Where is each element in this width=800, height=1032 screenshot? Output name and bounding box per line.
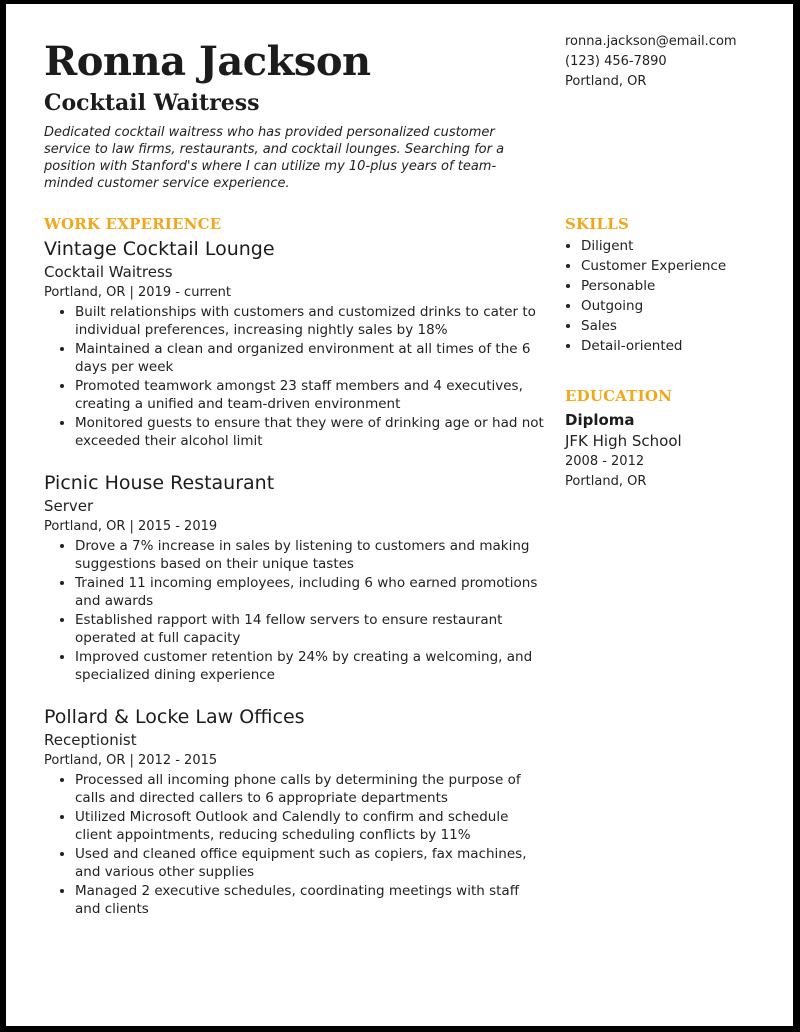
job-bullets (44, 303, 544, 450)
job-entry (44, 704, 544, 919)
job-bullets (44, 771, 544, 918)
candidate-title: Cocktail Waitress (44, 90, 260, 116)
contact-block (565, 32, 737, 92)
job-bullet: • Processed all incoming phone calls by determining the purpose of calls and directed callers to 6 appropriate departments (75, 771, 544, 807)
skills-list (565, 236, 800, 356)
skill-item: • Customer Experience (581, 256, 800, 276)
contact-phone: (123) 456-7890 (565, 54, 667, 69)
job-bullet: • Established rapport with 14 fellow servers to ensure restaurant operated at full capacity (75, 611, 544, 647)
contact-email[interactable]: ronna.jackson@email.com (565, 34, 737, 49)
job-meta: Portland, OR | 2019 - current (44, 285, 231, 300)
skill-item: • Detail-oriented (581, 336, 800, 356)
job-company: Picnic House Restaurant (44, 472, 275, 494)
skill-item: • Sales (581, 316, 800, 336)
job-company: Vintage Cocktail Lounge (44, 238, 275, 260)
job-bullet: • Built relationships with customers and customized drinks to cater to individual preferences, increasing nightly sales by 18% (75, 303, 544, 339)
resume-page (6, 4, 793, 1026)
job-position: Server (44, 497, 94, 515)
education-heading: EDUCATION (565, 387, 673, 405)
education-entry (565, 409, 785, 492)
skill-item: • Personable (581, 276, 800, 296)
education-degree: Diploma (565, 411, 635, 429)
job-company: Pollard & Locke Law Offices (44, 706, 305, 728)
job-bullet: • Monitored guests to ensure that they were of drinking age or had not exceeded their alcohol limit (75, 414, 544, 450)
job-bullet: • Utilized Microsoft Outlook and Calendly to confirm and schedule client appointments, reducing scheduling conflicts by 11% (75, 808, 544, 844)
job-meta: Portland, OR | 2015 - 2019 (44, 519, 218, 534)
skills-heading: SKILLS (565, 215, 630, 233)
job-position: Receptionist (44, 731, 137, 749)
candidate-name: Ronna Jackson (44, 38, 371, 85)
skill-item: • Diligent (581, 236, 800, 256)
job-position: Cocktail Waitress (44, 263, 173, 281)
skill-item: • Outgoing (581, 296, 800, 316)
education-school: JFK High School (565, 432, 682, 450)
job-bullet: • Promoted teamwork amongst 23 staff members and 4 executives, creating a unified and team-driven environment (75, 377, 544, 413)
job-entry (44, 470, 544, 685)
job-bullet: • Improved customer retention by 24% by creating a welcoming, and specialized dining experience (75, 648, 544, 684)
job-bullet: • Drove a 7% increase in sales by listening to customers and making suggestions based on their unique tastes (75, 537, 544, 573)
job-meta: Portland, OR | 2012 - 2015 (44, 753, 218, 768)
education-years: 2008 - 2012 (565, 454, 645, 469)
work-experience-heading: WORK EXPERIENCE (44, 215, 222, 233)
job-bullets (44, 537, 544, 684)
education-location: Portland, OR (565, 474, 647, 489)
summary-text: Dedicated cocktail waitress who has provided personalized customer service to law firms, restaurants, and cocktail lounges. Searching for a position with Stanford's where I can utilize my 10-plus years of team-minded customer service experience. (44, 125, 505, 191)
contact-location: Portland, OR (565, 74, 647, 89)
job-bullet: • Maintained a clean and organized environment at all times of the 6 days per week (75, 340, 544, 376)
job-bullet: • Used and cleaned office equipment such as copiers, fax machines, and various other supplies (75, 845, 544, 881)
job-entry (44, 236, 544, 451)
job-bullet: • Trained 11 incoming employees, including 6 who earned promotions and awards (75, 574, 544, 610)
job-bullet: • Managed 2 executive schedules, coordinating meetings with staff and clients (75, 882, 544, 918)
